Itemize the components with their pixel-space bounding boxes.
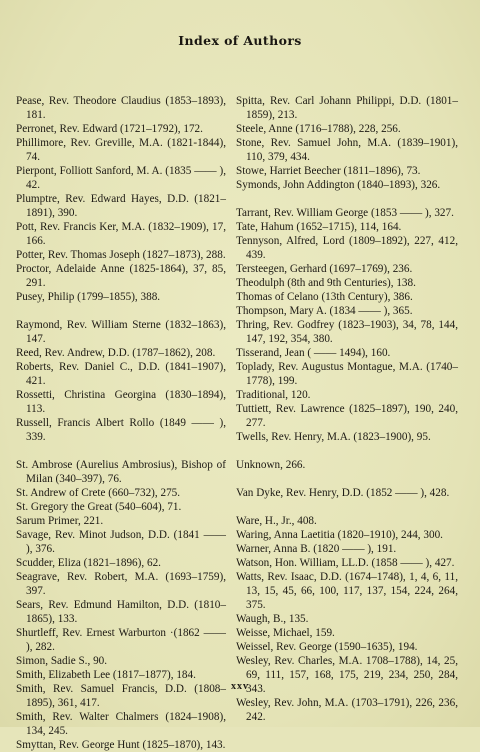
index-entry: St. Gregory the Great (540–604), 71.: [16, 501, 182, 513]
index-entry: Watson, Hon. William, LL.D. (1858 —— ), 427.: [236, 557, 455, 569]
index-entry: Tersteegen, Gerhard (1697–1769), 236.: [236, 263, 413, 275]
page-number: xxv: [231, 681, 249, 692]
index-entry: Tisserand, Jean ( —— 1494), 160.: [236, 347, 391, 359]
index-entry: Tennyson, Alfred, Lord (1809–1892), 227, 412, 439.: [236, 235, 458, 261]
index-entry: Thring, Rev. Godfrey (1823–1903), 34, 78, 144, 147, 192, 354, 380.: [236, 319, 458, 345]
index-entry: St. Ambrose (Aurelius Ambrosius), Bishop of Milan (340–397), 76.: [16, 459, 226, 485]
index-entry: Waring, Anna Laetitia (1820–1910), 244, 300.: [236, 529, 443, 541]
index-entry: Symonds, John Addington (1840–1893), 326.: [236, 179, 441, 191]
index-entry: Spitta, Rev. Carl Johann Philippi, D.D. (1801–1859), 213.: [236, 95, 458, 121]
index-entry: Rossetti, Christina Georgina (1830–1894), 113.: [16, 389, 226, 415]
index-entry: Steele, Anne (1716–1788), 228, 256.: [236, 123, 401, 135]
index-entry: Sears, Rev. Edmund Hamilton, D.D. (1810–1865), 133.: [16, 599, 226, 625]
index-entry: Pease, Rev. Theodore Claudius (1853–1893), 181.: [16, 95, 226, 121]
index-entry: Simon, Sadie S., 90.: [16, 655, 108, 667]
index-entry: Unknown, 266.: [236, 459, 306, 471]
index-entry: Van Dyke, Rev. Henry, D.D. (1852 —— ), 428.: [236, 487, 450, 499]
index-entry: Toplady, Rev. Augustus Montague, M.A. (1740–1778), 199.: [236, 361, 458, 387]
page-header-title: Index of Authors: [178, 33, 302, 48]
index-entry: Pott, Rev. Francis Ker, M.A. (1832–1909), 17, 166.: [16, 221, 226, 247]
index-entry: Smith, Rev. Walter Chalmers (1824–1908), 134, 245.: [16, 711, 226, 737]
index-entry: Savage, Rev. Minot Judson, D.D. (1841 —— ), 376.: [16, 529, 226, 555]
index-entry: Potter, Rev. Thomas Joseph (1827–1873), 288.: [16, 249, 226, 261]
index-entry: Raymond, Rev. William Sterne (1832–1863), 147.: [16, 319, 226, 345]
index-entry: Theodulph (8th and 9th Centuries), 138.: [236, 277, 416, 289]
index-entry: Smyttan, Rev. George Hunt (1825–1870), 143.: [16, 739, 226, 751]
index-entry: Weissel, Rev. George (1590–1635), 194.: [236, 641, 418, 653]
index-entry: Reed, Rev. Andrew, D.D. (1787–1862), 208.: [16, 347, 216, 359]
index-entry: Tarrant, Rev. William George (1853 —— ), 327.: [236, 207, 454, 219]
index-entry: Twells, Rev. Henry, M.A. (1823–1900), 95.: [236, 431, 431, 443]
index-entry: Shurtleff, Rev. Ernest Warburton ·(1862 —— ), 282.: [16, 627, 226, 653]
index-entry: Weisse, Michael, 159.: [236, 627, 335, 639]
index-column-right: [236, 94, 458, 724]
index-column-left: [16, 94, 226, 752]
index-entry: Pusey, Philip (1799–1855), 388.: [16, 291, 161, 303]
index-entry: Seagrave, Rev. Robert, M.A. (1693–1759), 397.: [16, 571, 226, 597]
index-entry: Stone, Rev. Samuel John, M.A. (1839–1901), 110, 379, 434.: [236, 137, 458, 163]
index-entry: Warner, Anna B. (1820 —— ), 191.: [236, 543, 397, 555]
index-entry: Stowe, Harriet Beecher (1811–1896), 73.: [236, 165, 421, 177]
index-entry: St. Andrew of Crete (660–732), 275.: [16, 487, 181, 499]
index-entry: Smith, Rev. Samuel Francis, D.D. (1808–1895), 361, 417.: [16, 683, 226, 709]
index-entry: Pierpont, Folliott Sanford, M. A. (1835 —— ), 42.: [16, 165, 226, 191]
index-entry: Plumptre, Rev. Edward Hayes, D.D. (1821–1891), 390.: [16, 193, 226, 219]
index-entry: Ware, H., Jr., 408.: [236, 515, 317, 527]
index-entry: Sarum Primer, 221.: [16, 515, 104, 527]
index-entry: Watts, Rev. Isaac, D.D. (1674–1748), 1, 4, 6, 11, 13, 15, 45, 66, 100, 117, 137, 154, 224, 264, 375.: [236, 571, 458, 611]
index-entry: Proctor, Adelaide Anne (1825-1864), 37, 85, 291.: [16, 263, 226, 289]
index-entry: Roberts, Rev. Daniel C., D.D. (1841–1907), 421.: [16, 361, 226, 387]
index-entry: Wesley, Rev. John, M.A. (1703–1791), 226, 236, 242.: [236, 697, 458, 723]
index-entry: Smith, Elizabeth Lee (1817–1877), 184.: [16, 669, 196, 681]
index-entry: Waugh, B., 135.: [236, 613, 309, 625]
index-entry: Traditional, 120.: [236, 389, 311, 401]
index-entry: Thompson, Mary A. (1834 —— ), 365.: [236, 305, 413, 317]
index-entry: Tate, Hahum (1652–1715), 114, 164.: [236, 221, 402, 233]
index-entry: Thomas of Celano (13th Century), 386.: [236, 291, 413, 303]
index-entry: Scudder, Eliza (1821–1896), 62.: [16, 557, 161, 569]
index-entry: Wesley, Rev. Charles, M.A. 1708–1788), 14, 25, 69, 111, 157, 168, 175, 219, 234, 250, 284, 343.: [236, 655, 458, 695]
index-entry: Russell, Francis Albert Rollo (1849 —— ), 339.: [16, 417, 226, 443]
index-entry: Perronet, Rev. Edward (1721–1792), 172.: [16, 123, 203, 135]
index-entry: Phillimore, Rev. Greville, M.A. (1821-1844), 74.: [16, 137, 226, 163]
index-entry: Tuttiett, Rev. Lawrence (1825–1897), 190, 240, 277.: [236, 403, 458, 429]
